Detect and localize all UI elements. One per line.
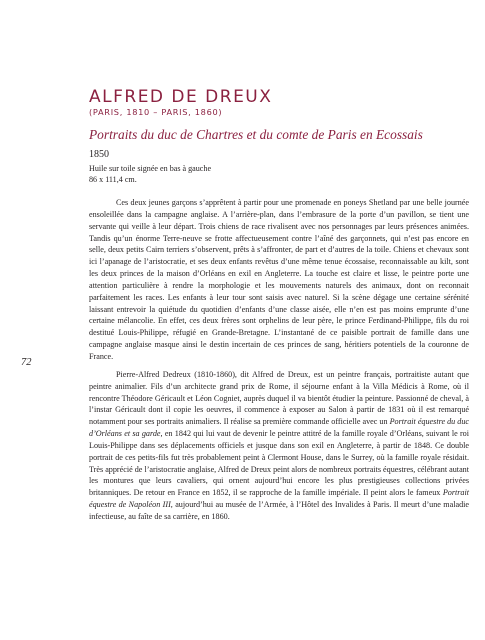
signature-note: Huile sur toile signée en bas à gauche <box>89 164 212 173</box>
paragraph-text: , aujourd’hui au musée de l’Armée, à l’Hôtel des Invalides à Paris. Il meurt d’une maladie infectieuse, au faîte de sa carrière, en 1860. <box>89 500 469 521</box>
artwork-details <box>89 164 211 185</box>
artist-name: ALFRED DE DREUX <box>89 87 273 107</box>
dimensions: 86 x 111,4 cm. <box>89 174 137 184</box>
cited-work-title: Portrait équestre du duc d’Orléans et sa garde <box>89 417 470 439</box>
page-number: 72 <box>21 357 32 368</box>
artist-dates: (PARIS, 1810 – PARIS, 1860) <box>89 107 223 117</box>
paragraph-description <box>89 197 469 363</box>
paragraph-text: Ces deux jeunes garçons s’apprêtent à partir pour une promenade en poneys Shetland par une belle journée ensoleillée dans la campagne anglaise. A l’arrière-plan, dans l’embrasure de la porte d’un pavillon, se tient une servante qui veille à leur départ. Trois chiens de race rivalisent avec nos personnages par leurs présences animées. Tandis qu’un énorme Terre-neuve se frotte affectueusement contre l’aîné des garçonnets, qui n’est pas encore en selle, deux petits Cairn terriers s’observent, prêts à s’affronter, de part et d’autres de la toile. Chiens et chevaux sont ici l’apanage de l’aristocratie, et ses deux enfants revêtus d’une même tenue écossaise, reconnaissable au kilt, sont les deux princes de la maison d’Orléans en exil en Angleterre. La touche est claire et lisse, le peintre porte une attention particulière à rendre la morphologie et les mouvements naturels des animaux, dont on reconnait parfaitement les races. Les enfants à leur tour sont saisis avec naturel. Si la scène dégage une certaine sérénité laissant entrevoir la quiétude du quotidien d’enfants d’une classe aisée, elle n’en est pas moins emprunte d’une certaine mélancolie. En effet, ces deux frères sont orphelins de leur père, le prince Ferdinand-Philippe, fils du roi destitué Louis-Philippe, réfugié en Grande-Bretagne. L’instantané de ce paisible portrait de famille dans une campagne anglaise masque ainsi le destin incertain de ces princes de sang, héritiers potentiels de la couronne de France. <box>89 198 469 361</box>
paragraph-text: Pierre-Alfred Dedreux (1810-1860), dit Alfred de Dreux, est un peintre français, portraitiste autant que peintre animalier. Fils d’un architecte grand prix de Rome, il séjourne enfant à la Villa Médicis à Rome, où il rencontre Théodore Géricault et Léon Cogniet, auprès duquel il va bientôt étudier la peinture. Passionné de cheval, à l’instar Géricault dont il copie les oeuvres, il commence à exposer au Salon à partir de 1831 où il est remarqué notamment pour ses portraits animaliers. Il réalise sa première commande officielle avec un <box>89 369 469 427</box>
cited-work-title: Portrait équestre de Napoléon III <box>89 488 469 510</box>
artwork-year: 1850 <box>89 149 109 160</box>
artwork-title: Portraits du duc de Chartres et du comte de Paris en Ecossais <box>89 127 423 142</box>
paragraph-biography <box>89 369 469 523</box>
paragraph-text: , en 1842 qui lui vaut de devenir le peintre attitré de la famille royale d’Orléans, suivant le roi Louis-Philippe dans ses déplacements officiels et jusque dans son exil en Angleterre, à partir de 1848. Ce double portrait de ces petits-fils fut très probablement peint à Clermont House, dans le Surrey, où la famille royale résidait. Très apprécié de l’aristocratie anglaise, Alfred de Dreux peint alors de nombreux portraits équestres, célébrant autant les montures que leurs cavaliers, qui ornent aujourd’hui encore les plus prestigieuses collections privées britanniques. De retour en France en 1852, il se rapproche de la famille impériale. Il peint alors le fameux <box>89 429 469 498</box>
article-body <box>89 197 469 523</box>
